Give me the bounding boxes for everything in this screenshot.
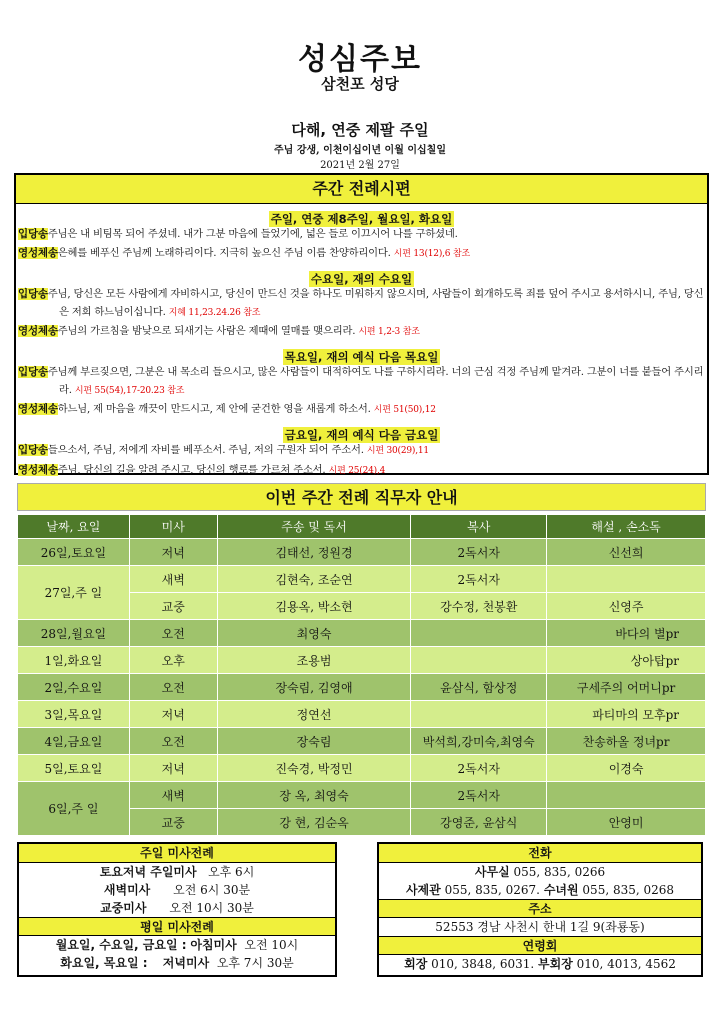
parish-name: 삼천포 성당	[321, 75, 399, 93]
scripture-reference: 시편 51(50),12	[373, 405, 436, 415]
reader-cell: 강 현, 김순옥	[217, 809, 411, 836]
reader-cell: 김용옥, 박소현	[217, 593, 411, 620]
psalm-day-heading: 주일, 연중 제8주일, 월요일, 화요일	[270, 212, 453, 226]
liturgical-date: 주님 강생, 이천이십이년 이월 이십칠일	[274, 145, 446, 156]
bulletin-title: 성심주보	[298, 42, 422, 77]
mass-cell: 오후	[129, 647, 217, 674]
date-cell: 6일,주 일	[18, 782, 130, 836]
guide-cell: 신선희	[547, 539, 706, 566]
server-cell: 2독서자	[411, 755, 547, 782]
address-heading: 주소	[379, 899, 701, 918]
mass-cell: 새벽	[129, 782, 217, 809]
mass-cell: 교중	[129, 593, 217, 620]
reader-cell: 진숙경, 박정민	[217, 755, 411, 782]
table-row	[18, 566, 706, 593]
date-cell: 3일,목요일	[18, 701, 130, 728]
mass-cell: 새벽	[129, 566, 217, 593]
date-cell: 28일,월요일	[18, 620, 130, 647]
table-row	[18, 539, 706, 566]
mass-cell: 저녁	[129, 701, 217, 728]
mass-cell: 교중	[129, 809, 217, 836]
date-cell: 27일,주 일	[18, 566, 130, 620]
column-header: 복사	[411, 515, 547, 539]
column-header: 미사	[129, 515, 217, 539]
weekday-mass-heading: 평일 미사전례	[19, 917, 335, 936]
psalm-section-title: 주간 전례시편	[16, 175, 707, 204]
column-header: 주송 및 독서	[217, 515, 411, 539]
mass-cell: 저녁	[129, 539, 217, 566]
duty-section-title: 이번 주간 전례 직무자 안내	[17, 483, 706, 511]
table-row	[18, 647, 706, 674]
guide-cell	[547, 566, 706, 593]
guide-cell: 바다의 별pr	[547, 620, 706, 647]
date-cell: 1일,화요일	[18, 647, 130, 674]
date-cell: 4일,금요일	[18, 728, 130, 755]
guide-cell: 찬송하올 정녀pr	[547, 728, 706, 755]
contact-line: 회장 010, 3848, 6031. 부회장 010, 4013, 4562	[404, 957, 676, 971]
reader-cell: 장 옥, 최영숙	[217, 782, 411, 809]
table-row	[18, 782, 706, 809]
reader-cell: 장숙림, 김영애	[217, 674, 411, 701]
communion-antiphon: 영성체송은혜를 베푸신 주님께 노래하리이다. 지극히 높으신 주님 이름 찬양하리이다. 시편 13(12),6 참조	[18, 247, 470, 259]
guide-cell: 파티마의 모후pr	[547, 701, 706, 728]
table-row	[18, 674, 706, 701]
contact-line: 사제관 055, 835, 0267. 수녀원 055, 835, 0268	[405, 883, 675, 897]
mass-time-line: 교중미사 오전 10시 30분	[100, 901, 254, 915]
table-header-row	[18, 515, 706, 539]
duty-table	[17, 514, 706, 836]
communion-antiphon: 영성체송하느님, 제 마음을 깨끗이 만드시고, 제 안에 굳건한 영을 새롭게 하소서. 시편 51(50),12	[18, 403, 436, 415]
entrance-antiphon: 입당송주님, 당신은 모든 사람에게 자비하시고, 당신이 만드신 것을 하나도 미워하지 않으시며, 사람들이 회개하도록 죄를 덮어 주시고 용서하시니, 주님, 당신은 저희 하느님이십니다. 지혜 11,23.24.26 참조	[18, 288, 704, 318]
server-cell: 윤삼식, 함상정	[411, 674, 547, 701]
scripture-reference: 시편 30(29),11	[366, 446, 429, 456]
communion-antiphon: 영성체송주님의 가르침을 밤낮으로 되새기는 사람은 제때에 열매를 맺으리라. 시편 1,2-3 참조	[18, 325, 420, 337]
table-row	[18, 728, 706, 755]
mass-time-line: 화요일, 목요일 : 저녁미사 오후 7시 30분	[60, 956, 294, 970]
date-cell: 2일,수요일	[18, 674, 130, 701]
scripture-reference: 시편 13(12),6 참조	[393, 249, 470, 259]
guide-cell: 구세주의 어머니pr	[547, 674, 706, 701]
contact-line: 사무실 055, 835, 0266	[474, 865, 606, 879]
server-cell	[411, 620, 547, 647]
entrance-antiphon: 입당송주님은 내 비팀목 되어 주셨네. 내가 그분 마음에 들었기에, 넓은 들로 이끄시어 나를 구하셨네.	[18, 228, 458, 240]
sunday-mass-heading: 주일 미사전례	[19, 844, 335, 863]
psalm-day-heading: 수요일, 재의 수요일	[310, 272, 413, 286]
scripture-reference: 지혜 11,23.24.26 참조	[168, 308, 261, 318]
table-row	[18, 620, 706, 647]
reader-cell: 장숙림	[217, 728, 411, 755]
guide-cell	[547, 782, 706, 809]
server-cell: 2독서자	[411, 782, 547, 809]
entrance-antiphon: 입당송들으소서, 주님, 저에게 자비를 베푸소서. 주님, 저의 구원자 되어 주소서. 시편 30(29),11	[18, 444, 429, 456]
mass-time-line: 토요저녁 주일미사 오후 6시	[99, 865, 255, 879]
communion-antiphon: 영성체송주님, 당신의 길을 알려 주시고, 당신의 행로를 가르쳐 주소서. 시편 25(24),4	[18, 464, 386, 476]
mass-time-line: 새벽미사 오전 6시 30분	[103, 883, 251, 897]
server-cell: 강영준, 윤삼식	[411, 809, 547, 836]
reader-cell: 김현숙, 조순연	[217, 566, 411, 593]
column-header: 해설 , 손소독	[547, 515, 706, 539]
reader-cell: 최영숙	[217, 620, 411, 647]
scripture-reference: 시편 55(54),17-20.23 참조	[74, 386, 185, 396]
date-cell: 5일,토요일	[18, 755, 130, 782]
guide-cell: 이경숙	[547, 755, 706, 782]
mass-cell: 오전	[129, 674, 217, 701]
table-row	[18, 755, 706, 782]
feast-title: 다해, 연중 제팔 주일	[291, 121, 429, 139]
council-heading: 연령회	[379, 936, 701, 955]
entrance-antiphon: 입당송주님께 부르짖으면, 그분은 내 목소리 들으시고, 많은 사람들이 대적하여도 나를 구하시리라. 너의 근심 걱정 주님께 맡겨라. 그분이 너를 붙들어 주시리라. 시편 55(54),17-20.23 참조	[18, 366, 704, 396]
server-cell: 2독서자	[411, 539, 547, 566]
guide-cell: 안영미	[547, 809, 706, 836]
phone-heading: 전화	[379, 844, 701, 863]
reader-cell: 김태선, 정원경	[217, 539, 411, 566]
psalm-day-heading: 금요일, 재의 예식 다음 금요일	[284, 428, 439, 442]
scripture-reference: 시편 25(24),4	[328, 466, 386, 476]
mass-time-line: 월요일, 수요일, 금요일 : 아침미사 오전 10시	[55, 938, 299, 952]
server-cell: 2독서자	[411, 566, 547, 593]
reader-cell: 정연선	[217, 701, 411, 728]
mass-cell: 저녁	[129, 755, 217, 782]
civil-date: 2021년 2월 27일	[320, 160, 400, 171]
server-cell: 강수정, 천봉환	[411, 593, 547, 620]
mass-times-box	[17, 842, 337, 977]
psalm-day-heading: 목요일, 재의 예식 다음 목요일	[284, 350, 439, 364]
column-header: 날짜, 요일	[18, 515, 130, 539]
date-cell: 26일,토요일	[18, 539, 130, 566]
psalm-section	[14, 173, 709, 475]
guide-cell: 신영주	[547, 593, 706, 620]
mass-cell: 오전	[129, 620, 217, 647]
scripture-reference: 시편 1,2-3 참조	[358, 327, 420, 337]
server-cell	[411, 647, 547, 674]
reader-cell: 조용범	[217, 647, 411, 674]
server-cell: 박석희,강미숙,최영숙	[411, 728, 547, 755]
contact-box	[377, 842, 703, 977]
mass-cell: 오전	[129, 728, 217, 755]
table-row	[18, 701, 706, 728]
address-line: 52553 경남 사천시 한내 1길 9(좌룡동)	[435, 920, 645, 934]
server-cell	[411, 701, 547, 728]
guide-cell: 상아탑pr	[547, 647, 706, 674]
